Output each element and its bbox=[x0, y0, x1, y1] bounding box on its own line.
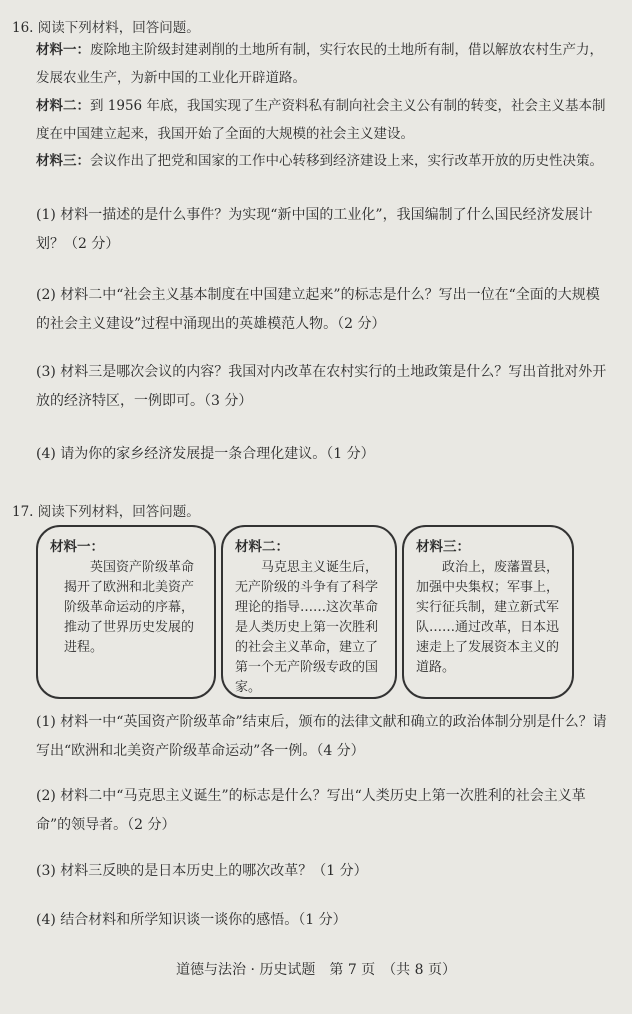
q17-subquestion-4: (4) 结合材料和所学知识谈一谈你的感悟。（1 分） bbox=[36, 912, 347, 928]
q16-subquestion-2: (2) 材料二中“社会主义基本制度在中国建立起来”的标志是什么？写出一位在“全面的大规模的社会主义建设”过程中涌现出的英雄模范人物。（2 分） bbox=[36, 287, 600, 332]
q17-material-2-box bbox=[221, 525, 397, 699]
q16-material-2-text: 到 1956 年底，我国实现了生产资料私有制向社会主义公有制的转变，社会主义基本制度在中国建立起来，我国开始了全面的大规模的社会主义建设。 bbox=[36, 98, 606, 142]
q17-material-1-label: 材料一： bbox=[50, 539, 104, 555]
q17-material-2-text: 马克思主义诞生后，无产阶级的斗争有了科学理论的指导……这次革命是人类历史上第一次胜利的社会主义革命，建立了第一个无产阶级专政的国家。 bbox=[235, 560, 379, 695]
q17-subquestion-1: (1) 材料一中“英国资产阶级革命”结束后，颁布的法律文献和确立的政治体制分别是什么？请写出“欧洲和北美资产阶级革命运动”各一例。（4 分） bbox=[36, 714, 607, 759]
q16-material-3-text: 会议作出了把党和国家的工作中心转移到经济建设上来，实行改革开放的历史性决策。 bbox=[90, 153, 603, 169]
question-17-heading: 17. 阅读下列材料，回答问题。 bbox=[12, 504, 200, 520]
q17-material-3-text: 政治上，废藩置县，加强中央集权；军事上，实行征兵制，建立新式军队……通过改革，日本迅速走上了发展资本主义的道路。 bbox=[416, 560, 560, 675]
q17-material-3-box bbox=[402, 525, 574, 699]
q17-subquestion-2: (2) 材料二中“马克思主义诞生”的标志是什么？写出“人类历史上第一次胜利的社会主义革命”的领导者。（2 分） bbox=[36, 788, 586, 833]
q17-material-1-box bbox=[36, 525, 216, 699]
q16-material-2-label: 材料二： bbox=[36, 98, 90, 114]
q16-subquestion-3: (3) 材料三是哪次会议的内容？我国对内改革在农村实行的土地政策是什么？写出首批对外开放的经济特区，一例即可。（3 分） bbox=[36, 364, 607, 409]
q16-material-3 bbox=[36, 147, 610, 175]
q17-material-2-label: 材料二： bbox=[235, 539, 289, 555]
q16-material-3-label: 材料三： bbox=[36, 153, 90, 169]
q16-subquestion-1: (1) 材料一描述的是什么事件？为实现“新中国的工业化”，我国编制了什么国民经济发展计划？（2 分） bbox=[36, 207, 593, 252]
q16-material-2 bbox=[36, 92, 610, 148]
q16-material-1 bbox=[36, 36, 610, 92]
q16-material-1-label: 材料一： bbox=[36, 42, 90, 58]
q17-material-3-label: 材料三： bbox=[416, 539, 470, 555]
page-footer: 道德与法治 · 历史试题 第 7 页 （共 8 页） bbox=[176, 962, 456, 978]
q17-subquestion-3: (3) 材料三反映的是日本历史上的哪次改革？（1 分） bbox=[36, 863, 368, 879]
question-16-heading: 16. 阅读下列材料，回答问题。 bbox=[12, 20, 200, 36]
q16-subquestion-4: (4) 请为你的家乡经济发展提一条合理化建议。（1 分） bbox=[36, 446, 375, 462]
q16-material-1-text: 废除地主阶级封建剥削的土地所有制，实行农民的土地所有制，借以解放农村生产力，发展农业生产，为新中国的工业化开辟道路。 bbox=[36, 42, 603, 86]
q17-material-1-text: 英国资产阶级革命揭开了欧洲和北美资产阶级革命运动的序幕，推动了世界历史发展的进程。 bbox=[64, 560, 195, 655]
